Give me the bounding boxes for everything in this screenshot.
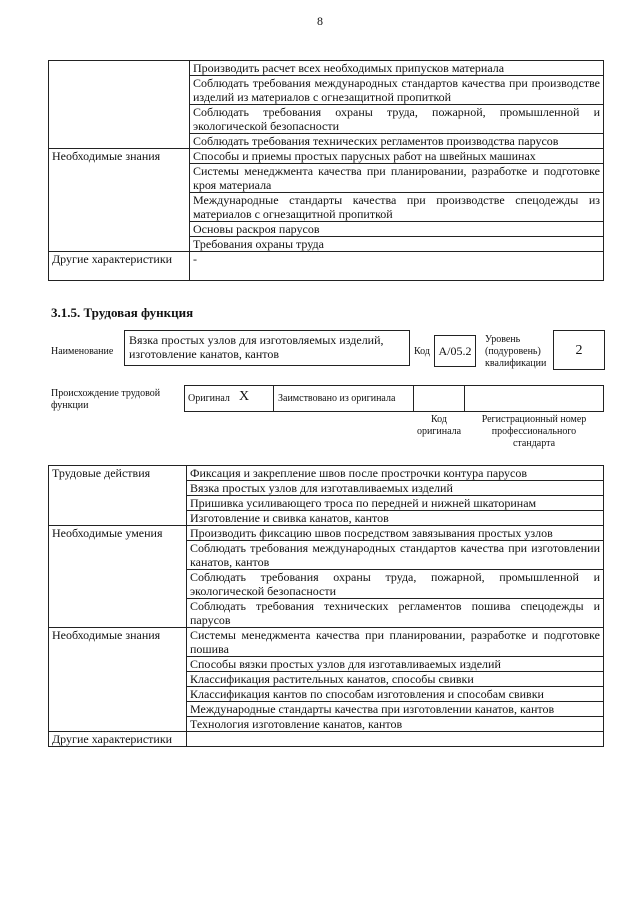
table-cell: Вязка простых узлов для изготавливаемых изделий — [187, 481, 604, 496]
table-cell: Системы менеджмента качества при планировании, разработке и подготовке кроя материала — [190, 164, 604, 193]
level-value: 2 — [575, 343, 583, 358]
table-main — [48, 465, 604, 747]
row-label: Необходимые знания — [49, 149, 190, 252]
code-caption: Код оригинала — [416, 414, 462, 437]
table-cell: Соблюдать требования технических регламентов пошива спецодежды и парусов — [187, 599, 604, 628]
table-cell: Требования охраны труда — [190, 237, 604, 252]
name-label: Наименование — [51, 346, 114, 357]
table-cell: Производить расчет всех необходимых припусков материала — [190, 61, 604, 76]
table-cell: Производить фиксацию швов посредством завязывания простых узлов — [187, 526, 604, 541]
table-row — [49, 61, 604, 76]
row-label: Трудовые действия — [49, 466, 187, 526]
function-name-box — [124, 330, 410, 366]
row-label: Другие характеристики — [49, 252, 190, 281]
row-label — [49, 61, 190, 149]
table-cell: Способы вязки простых узлов для изготавливаемых изделий — [187, 657, 604, 672]
table-cell: Пришивка усиливающего троса по передней и нижней шкаторинам — [187, 496, 604, 511]
table-row — [49, 628, 604, 657]
code-box — [434, 335, 476, 367]
level-label: Уровень (подуровень) квалификации — [485, 334, 547, 369]
table-cell — [187, 732, 604, 747]
table-cell: Классификация кантов по способам изготовления и способам свивки — [187, 687, 604, 702]
row-label: Другие характеристики — [49, 732, 187, 747]
table-cell: Технология изготовление канатов, кантов — [187, 717, 604, 732]
divider — [464, 385, 465, 412]
table-row — [49, 526, 604, 541]
row-label: Необходимые знания — [49, 628, 187, 732]
function-name: Вязка простых узлов для изготовляемых изделий, изготовление канатов, кантов — [129, 333, 384, 361]
table-cell: Основы раскроя парусов — [190, 222, 604, 237]
table-cell: Международные стандарты качества при изготовлении канатов, кантов — [187, 702, 604, 717]
table-cell: Классификация растительных канатов, способы свивки — [187, 672, 604, 687]
table-cell: Соблюдать требования технических регламентов производства парусов — [190, 134, 604, 149]
divider — [413, 385, 414, 412]
table-cell: Соблюдать требования международных стандартов качества при изготовлении канатов, кантов — [187, 541, 604, 570]
table-cell: Соблюдать требования охраны труда, пожарной, промышленной и экологической безопасности — [190, 105, 604, 134]
table-row — [49, 252, 604, 281]
row-label: Необходимые умения — [49, 526, 187, 628]
table-cell: Соблюдать требования охраны труда, пожарной, промышленной и экологической безопасности — [187, 570, 604, 599]
reg-caption: Регистрационный номер профессионального стандарта — [481, 414, 587, 449]
table-row — [49, 732, 604, 747]
table-cell: Изготовление и свивка канатов, кантов — [187, 511, 604, 526]
table-cell: Фиксация и закрепление швов после прострочки контура парусов — [187, 466, 604, 481]
table-cell: - — [190, 252, 604, 281]
borrowed-label: Заимствовано из оригинала — [278, 393, 396, 404]
code-label: Код — [414, 346, 430, 357]
original-mark: X — [239, 389, 250, 404]
page-number: 8 — [317, 14, 323, 28]
table-cell: Способы и приемы простых парусных работ на швейных машинах — [190, 149, 604, 164]
table-cell: Соблюдать требования международных стандартов качества при производстве изделий из материалов с огнезащитной пропиткой — [190, 76, 604, 105]
table-row — [49, 466, 604, 481]
section-title: 3.1.5. Трудовая функция — [51, 305, 194, 320]
code-value: A/05.2 — [438, 344, 472, 358]
divider — [273, 385, 274, 412]
table-cell: Системы менеджмента качества при планировании, разработке и подготовке пошива — [187, 628, 604, 657]
original-label: Оригинал — [188, 393, 230, 404]
table-top — [48, 60, 604, 281]
origin-label: Происхождение трудовой функции — [51, 388, 161, 411]
table-cell: Международные стандарты качества при производстве спецодежды из материалов с огнезащитной пропиткой — [190, 193, 604, 222]
table-row — [49, 149, 604, 164]
level-box — [553, 330, 605, 370]
